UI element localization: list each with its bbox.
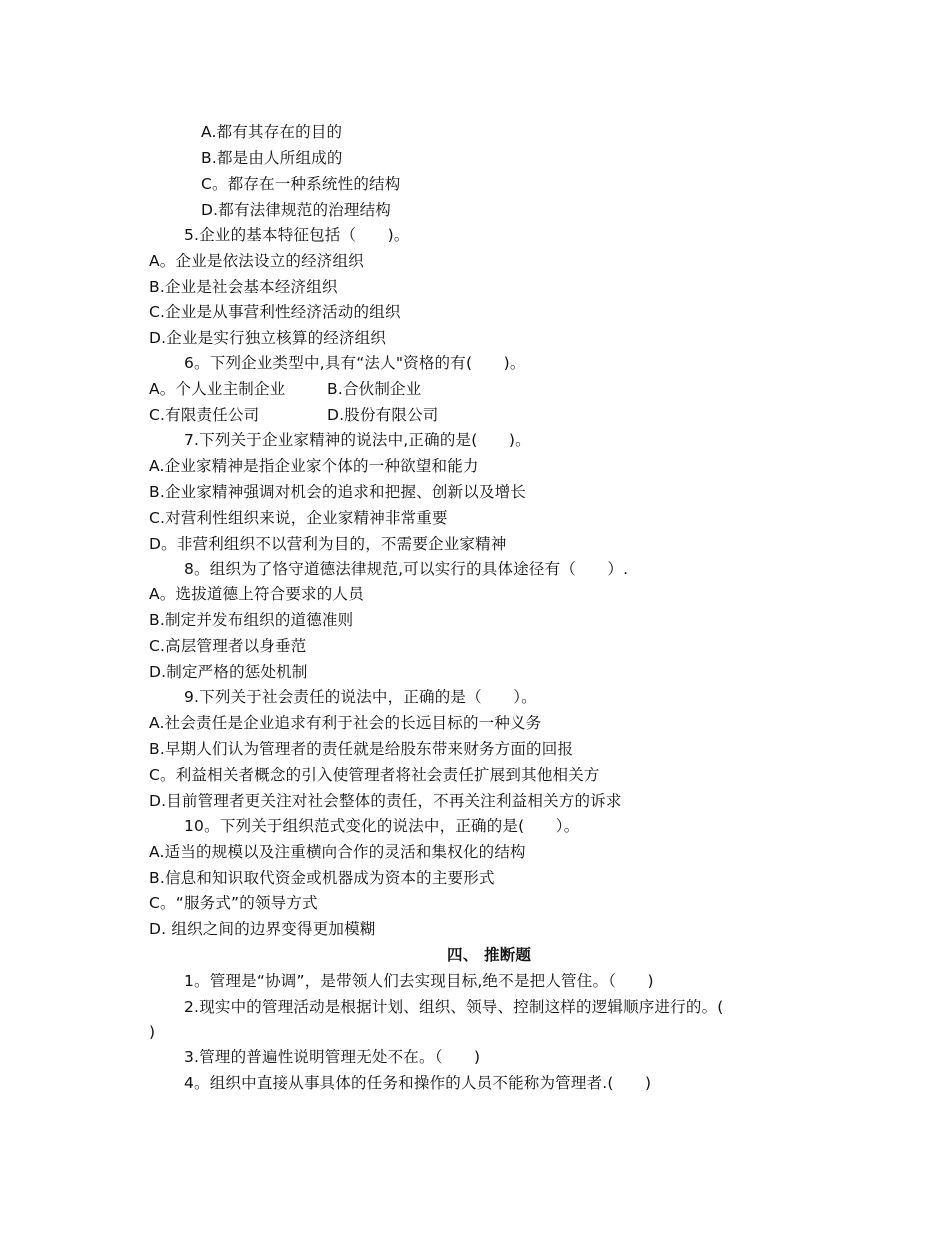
q10-option-c: C。“服务式”的领导方式 (149, 894, 318, 912)
judge-item-2: 2.现实中的管理活动是根据计划、组织、领导、控制这样的逻辑顺序进行的。( (184, 998, 724, 1016)
q4-option-c: C。都存在一种系统性的结构 (201, 175, 401, 193)
q9-option-a: A.社会责任是企业追求有利于社会的长远目标的一种义务 (149, 714, 542, 732)
q8-option-c: C.高层管理者以身垂范 (149, 637, 307, 655)
q9-option-c: C。利益相关者概念的引入使管理者将社会责任扩展到其他相关方 (149, 766, 600, 784)
judge-item-1: 1。管理是“协调”，是带领人们去实现目标,绝不是把人管住。（ ) (184, 972, 654, 990)
q9-option-b: B.早期人们认为管理者的责任就是给股东带来财务方面的回报 (149, 740, 574, 758)
q6-option-b: B.合伙制企业 (327, 380, 422, 398)
q10-stem: 10。下列关于组织范式变化的说法中，正确的是( ）。 (184, 817, 580, 835)
judge-item-3: 3.管理的普遍性说明管理无处不在。（ ) (184, 1048, 481, 1066)
q4-option-a: A.都有其存在的目的 (201, 123, 343, 141)
q5-option-b: B.企业是社会基本经济组织 (149, 278, 338, 296)
q5-option-c: C.企业是从事营利性经济活动的组织 (149, 303, 401, 321)
q7-option-c: C.对营利性组织来说，企业家精神非常重要 (149, 509, 448, 527)
q9-option-d: D.目前管理者更关注对社会整体的责任，不再关注利益相关方的诉求 (149, 792, 622, 810)
section-heading: 四、 推断题 (447, 946, 532, 964)
q4-option-b: B.都是由人所组成的 (201, 149, 343, 167)
q5-stem: 5.企业的基本特征包括（ )。 (184, 226, 410, 244)
q7-stem: 7.下列关于企业家精神的说法中,正确的是( )。 (184, 431, 531, 449)
q8-option-a: A。选拔道德上符合要求的人员 (149, 585, 364, 603)
q8-option-d: D.制定严格的惩处机制 (149, 663, 308, 681)
q6-option-a: A。个人业主制企业 (149, 380, 286, 398)
q10-option-b: B.信息和知识取代资金或机器成为资本的主要形式 (149, 869, 495, 887)
q5-option-d: D.企业是实行独立核算的经济组织 (149, 329, 387, 347)
q7-option-a: A.企业家精神是指企业家个体的一种欲望和能力 (149, 457, 479, 475)
q7-option-d: D。非营利组织不以营利为目的，不需要企业家精神 (149, 535, 507, 553)
q10-option-a: A.适当的规模以及注重横向合作的灵活和集权化的结构 (149, 843, 526, 861)
q10-option-d: D. 组织之间的边界变得更加模糊 (149, 920, 376, 938)
q6-option-c: C.有限责任公司 (149, 406, 260, 424)
judge-item-2-wrap: ) (149, 1023, 156, 1041)
q5-option-a: A。企业是依法设立的经济组织 (149, 252, 364, 270)
q8-option-b: B.制定并发布组织的道德准则 (149, 611, 354, 629)
q6-stem: 6。下列企业类型中,具有“法人"资格的有( )。 (184, 354, 526, 372)
q6-option-d: D.股份有限公司 (327, 406, 439, 424)
q9-stem: 9.下列关于社会责任的说法中，正确的是（ ）。 (184, 688, 537, 706)
q4-option-d: D.都有法律规范的治理结构 (201, 201, 391, 219)
judge-item-4: 4。组织中直接从事具体的任务和操作的人员不能称为管理者.( ) (184, 1074, 652, 1092)
q7-option-b: B.企业家精神强调对机会的追求和把握、创新以及增长 (149, 483, 527, 501)
q8-stem: 8。组织为了恪守道德法律规范,可以实行的具体途径有（ ）. (184, 560, 629, 578)
